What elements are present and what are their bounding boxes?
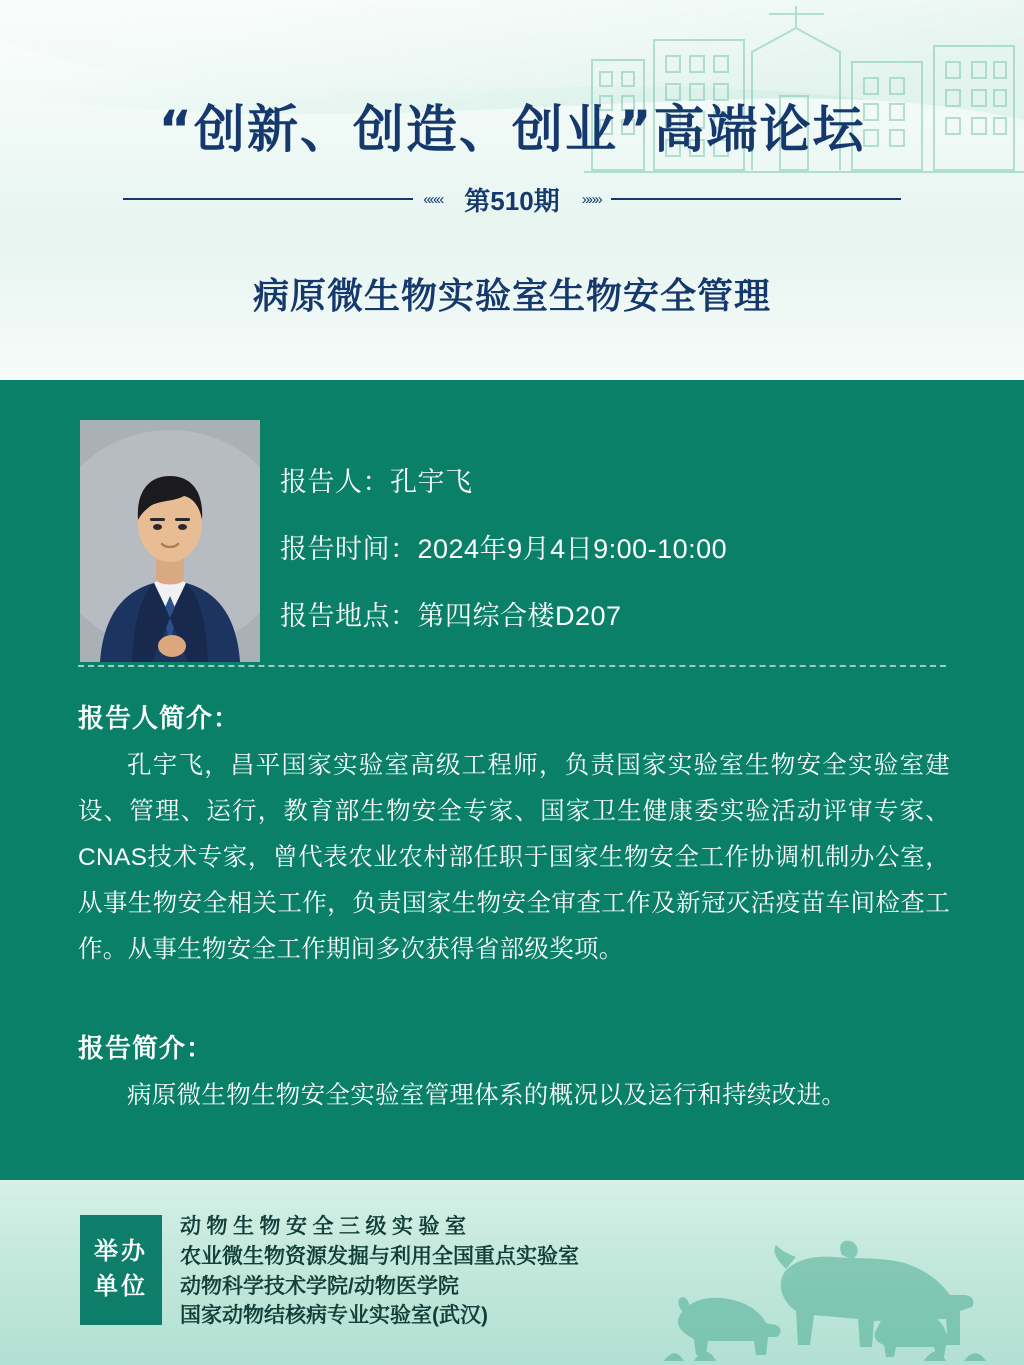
host-badge bbox=[80, 1215, 162, 1325]
speaker-portrait bbox=[80, 420, 260, 662]
speaker-time-line: 报告时间：2024年9月4日9:00-10:00 bbox=[280, 534, 728, 564]
livestock-silhouette-icon bbox=[664, 1215, 994, 1365]
poster-body bbox=[0, 380, 1024, 1180]
host-item-3: 动物科学技术学院/动物医学院 bbox=[180, 1274, 459, 1298]
speaker-bio-title: 报告人简介： bbox=[78, 703, 241, 733]
lecture-title: 病原微生物实验室生物安全管理 bbox=[252, 275, 771, 316]
speaker-name-line: 报告人：孔宇飞 bbox=[280, 467, 473, 497]
abstract-section bbox=[78, 1028, 950, 1119]
issue-rule-left bbox=[123, 198, 413, 200]
chevron-right-icon: »»» bbox=[581, 190, 601, 208]
host-list bbox=[180, 1212, 579, 1331]
portrait-illustration bbox=[80, 420, 260, 662]
issue-row bbox=[0, 178, 1024, 220]
section-divider bbox=[78, 665, 946, 667]
speaker-bio-section bbox=[78, 698, 950, 973]
abstract-title: 报告简介： bbox=[78, 1033, 214, 1063]
chevron-left-icon: ««« bbox=[423, 190, 443, 208]
speaker-bio-text: 孔宇飞，昌平国家实验室高级工程师，负责国家实验室生物安全实验室建设、管理、运行，教育部生物安全专家、国家卫生健康委实验活动评审专家、CNAS技术专家，曾代表农业农村部任职于国家生物安全工作协调机制办公室，从事生物安全相关工作，负责国家生物安全审查工作及新冠灭活疫苗车间检查工作。从事生物安全工作期间多次获得省部级奖项。 bbox=[78, 752, 950, 964]
host-item-1: 动物生物安全三级实验室 bbox=[180, 1215, 472, 1238]
abstract-text: 病原微生物生物安全实验室管理体系的概况以及运行和持续改进。 bbox=[127, 1082, 847, 1109]
poster-header bbox=[0, 0, 1024, 380]
host-badge-line2: 单位 bbox=[94, 1273, 148, 1300]
speaker-block bbox=[80, 420, 960, 660]
host-item-2: 农业微生物资源发掘与利用全国重点实验室 bbox=[180, 1244, 579, 1268]
host-item-4: 国家动物结核病专业实验室(武汉) bbox=[180, 1304, 488, 1328]
forum-main-title: “创新、创造、创业”高端论坛 bbox=[158, 101, 866, 160]
issue-rule-right bbox=[611, 198, 901, 200]
speaker-details bbox=[280, 460, 727, 661]
issue-number: 第510期 bbox=[464, 185, 560, 216]
speaker-place-line: 报告地点：第四综合楼D207 bbox=[280, 601, 622, 631]
host-badge-line1: 举办 bbox=[94, 1238, 148, 1266]
poster-footer bbox=[0, 1180, 1024, 1365]
